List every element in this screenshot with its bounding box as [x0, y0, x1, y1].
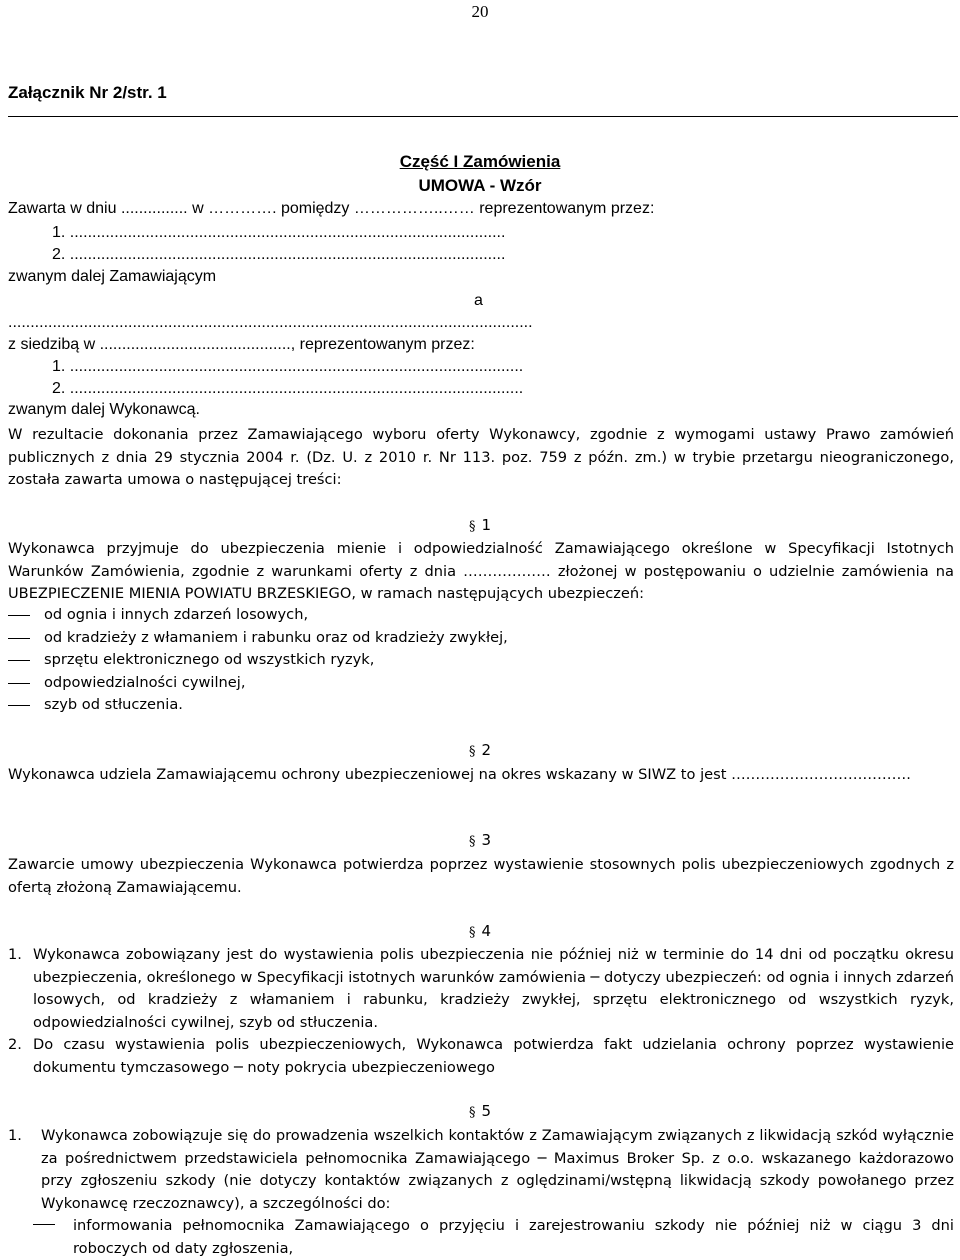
- section-2-text: Wykonawca udziela Zamawiającemu ochrony ubezpieczeniowej na okres wskazany w SIWZ to jest ……………………………….: [8, 766, 911, 783]
- divider: [8, 116, 958, 117]
- section-4-heading: § 4: [468, 922, 492, 940]
- contractor-label: zwanym dalej Wykonawcą.: [8, 401, 200, 418]
- section-4-point-2: 2. Do czasu wystawienia polis ubezpieczeniowych, Wykonawca potwierdza fakt udzielania ochrony poprzez wystawienie dokumentu tymczasowego ─ noty pokrycia ubezpieczeniowego: [8, 1036, 954, 1076]
- section-1-heading: § 1: [468, 516, 492, 534]
- list-item: sprzętu elektronicznego od wszystkich ryzyk,: [8, 651, 374, 668]
- section-5-subitem: informowania pełnomocnika Zamawiającego o przyjęciu i zarejestrowaniu szkody nie później niż w ciągu 3 dni roboczych od daty zgłoszenia,: [33, 1215, 954, 1260]
- intro-paragraph: W rezultacie dokonania przez Zamawiającego wyboru oferty Wykonawcy, zgodnie z wymogami ustawy Prawo zamówień publicznych z dnia 29 stycznia 2004 r. (Dz. U. z 2010 r. Nr 113. poz. 759 z późn. zm.) w trybie przetargu nieograniczonego, została zawarta umowa o następującej treści:: [8, 426, 954, 488]
- section-3-number: 3: [481, 831, 492, 849]
- section-2-heading: § 2: [468, 741, 492, 759]
- contractor-name-dots: ......................................................................................................................: [8, 314, 533, 331]
- section-1-number: 1: [481, 516, 492, 534]
- representative-2: 2. ..................................................................................................: [52, 246, 506, 263]
- list-item: odpowiedzialności cywilnej,: [8, 674, 245, 691]
- contractor-seat: z siedzibą w ..........................................., reprezentowanym przez:: [8, 336, 475, 353]
- annex-title: Załącznik Nr 2/str. 1: [8, 83, 167, 102]
- list-item: szyb od stłuczenia.: [8, 696, 183, 713]
- heading-doc: UMOWA - Wzór: [418, 176, 542, 195]
- heading-part: Część I Zamówienia: [399, 152, 561, 171]
- section-2-number: 2: [481, 741, 492, 759]
- section-4-number: 4: [481, 922, 492, 940]
- section-3-text: Zawarcie umowy ubezpieczenia Wykonawca potwierdza poprzez wystawienie stosownych polis ubezpieczeniowych zgodnych z ofertą złożoną Zamawiającemu.: [8, 856, 954, 896]
- parties-line: Zawarta w dniu ............... w …………. pomiędzy ……………..…… reprezentowanym przez:: [8, 200, 655, 217]
- section-5-point-1: 1. Wykonawca zobowiązuje się do prowadzenia wszelkich kontaktów z Zamawiającym związanych z likwidacją szkód wyłącznie za pośrednictwem przedstawiciela pełnomocnika Zamawiającego ─ Maximus Broker Sp. z o.o. wskazanego każdorazowo przy zgłoszeniu szkody (nie dotyczy kontaktów związanych z oględzinami/wstępną likwidacją szkody powołanego przez Wykonawcę rzeczoznawcy), a szczególności do:: [8, 1127, 954, 1212]
- section-5-heading: § 5: [468, 1102, 492, 1120]
- representative-3: 1. ......................................................................................................: [52, 358, 524, 375]
- representative-1: 1. ..................................................................................................: [52, 224, 506, 241]
- ordering-party: zwanym dalej Zamawiającym: [8, 268, 217, 285]
- representative-4: 2. ......................................................................................................: [52, 380, 524, 397]
- list-item: od ognia i innych zdarzeń losowych,: [8, 606, 308, 623]
- section-1-text: Wykonawca przyjmuje do ubezpieczenia mienie i odpowiedzialność Zamawiającego określone w Specyfikacji Istotnych Warunków Zamówienia, zgodnie z warunkami oferty z dnia ……………… złożonej w postępowaniu o udzielnie zamówienia na UBEZPIECZENIE MIENIA POWIATU BRZESKIEGO, w ramach następujących ubezpieczeń:: [8, 540, 954, 602]
- page-number: 20: [471, 2, 489, 21]
- conjunction: a: [474, 292, 483, 309]
- section-5-number: 5: [481, 1102, 492, 1120]
- section-4-point-1: 1. Wykonawca zobowiązany jest do wystawienia polis ubezpieczenia nie później niż w terminie do 14 dni od początku okresu ubezpieczenia, określonego w Specyfikacji istotnych warunków zamówienia ─ dotyczy ubezpieczeń: od ognia i innych zdarzeń losowych, od kradzieży z włamaniem i rabunku, kradzieży zwykłej, sprzętu elektronicznego od wszystkich ryzyk, odpowiedzialności cywilnej, szyb od stłuczenia.: [8, 946, 954, 1031]
- section-3-heading: § 3: [468, 831, 492, 849]
- list-item: od kradzieży z włamaniem i rabunku oraz od kradzieży zwykłej,: [8, 629, 508, 646]
